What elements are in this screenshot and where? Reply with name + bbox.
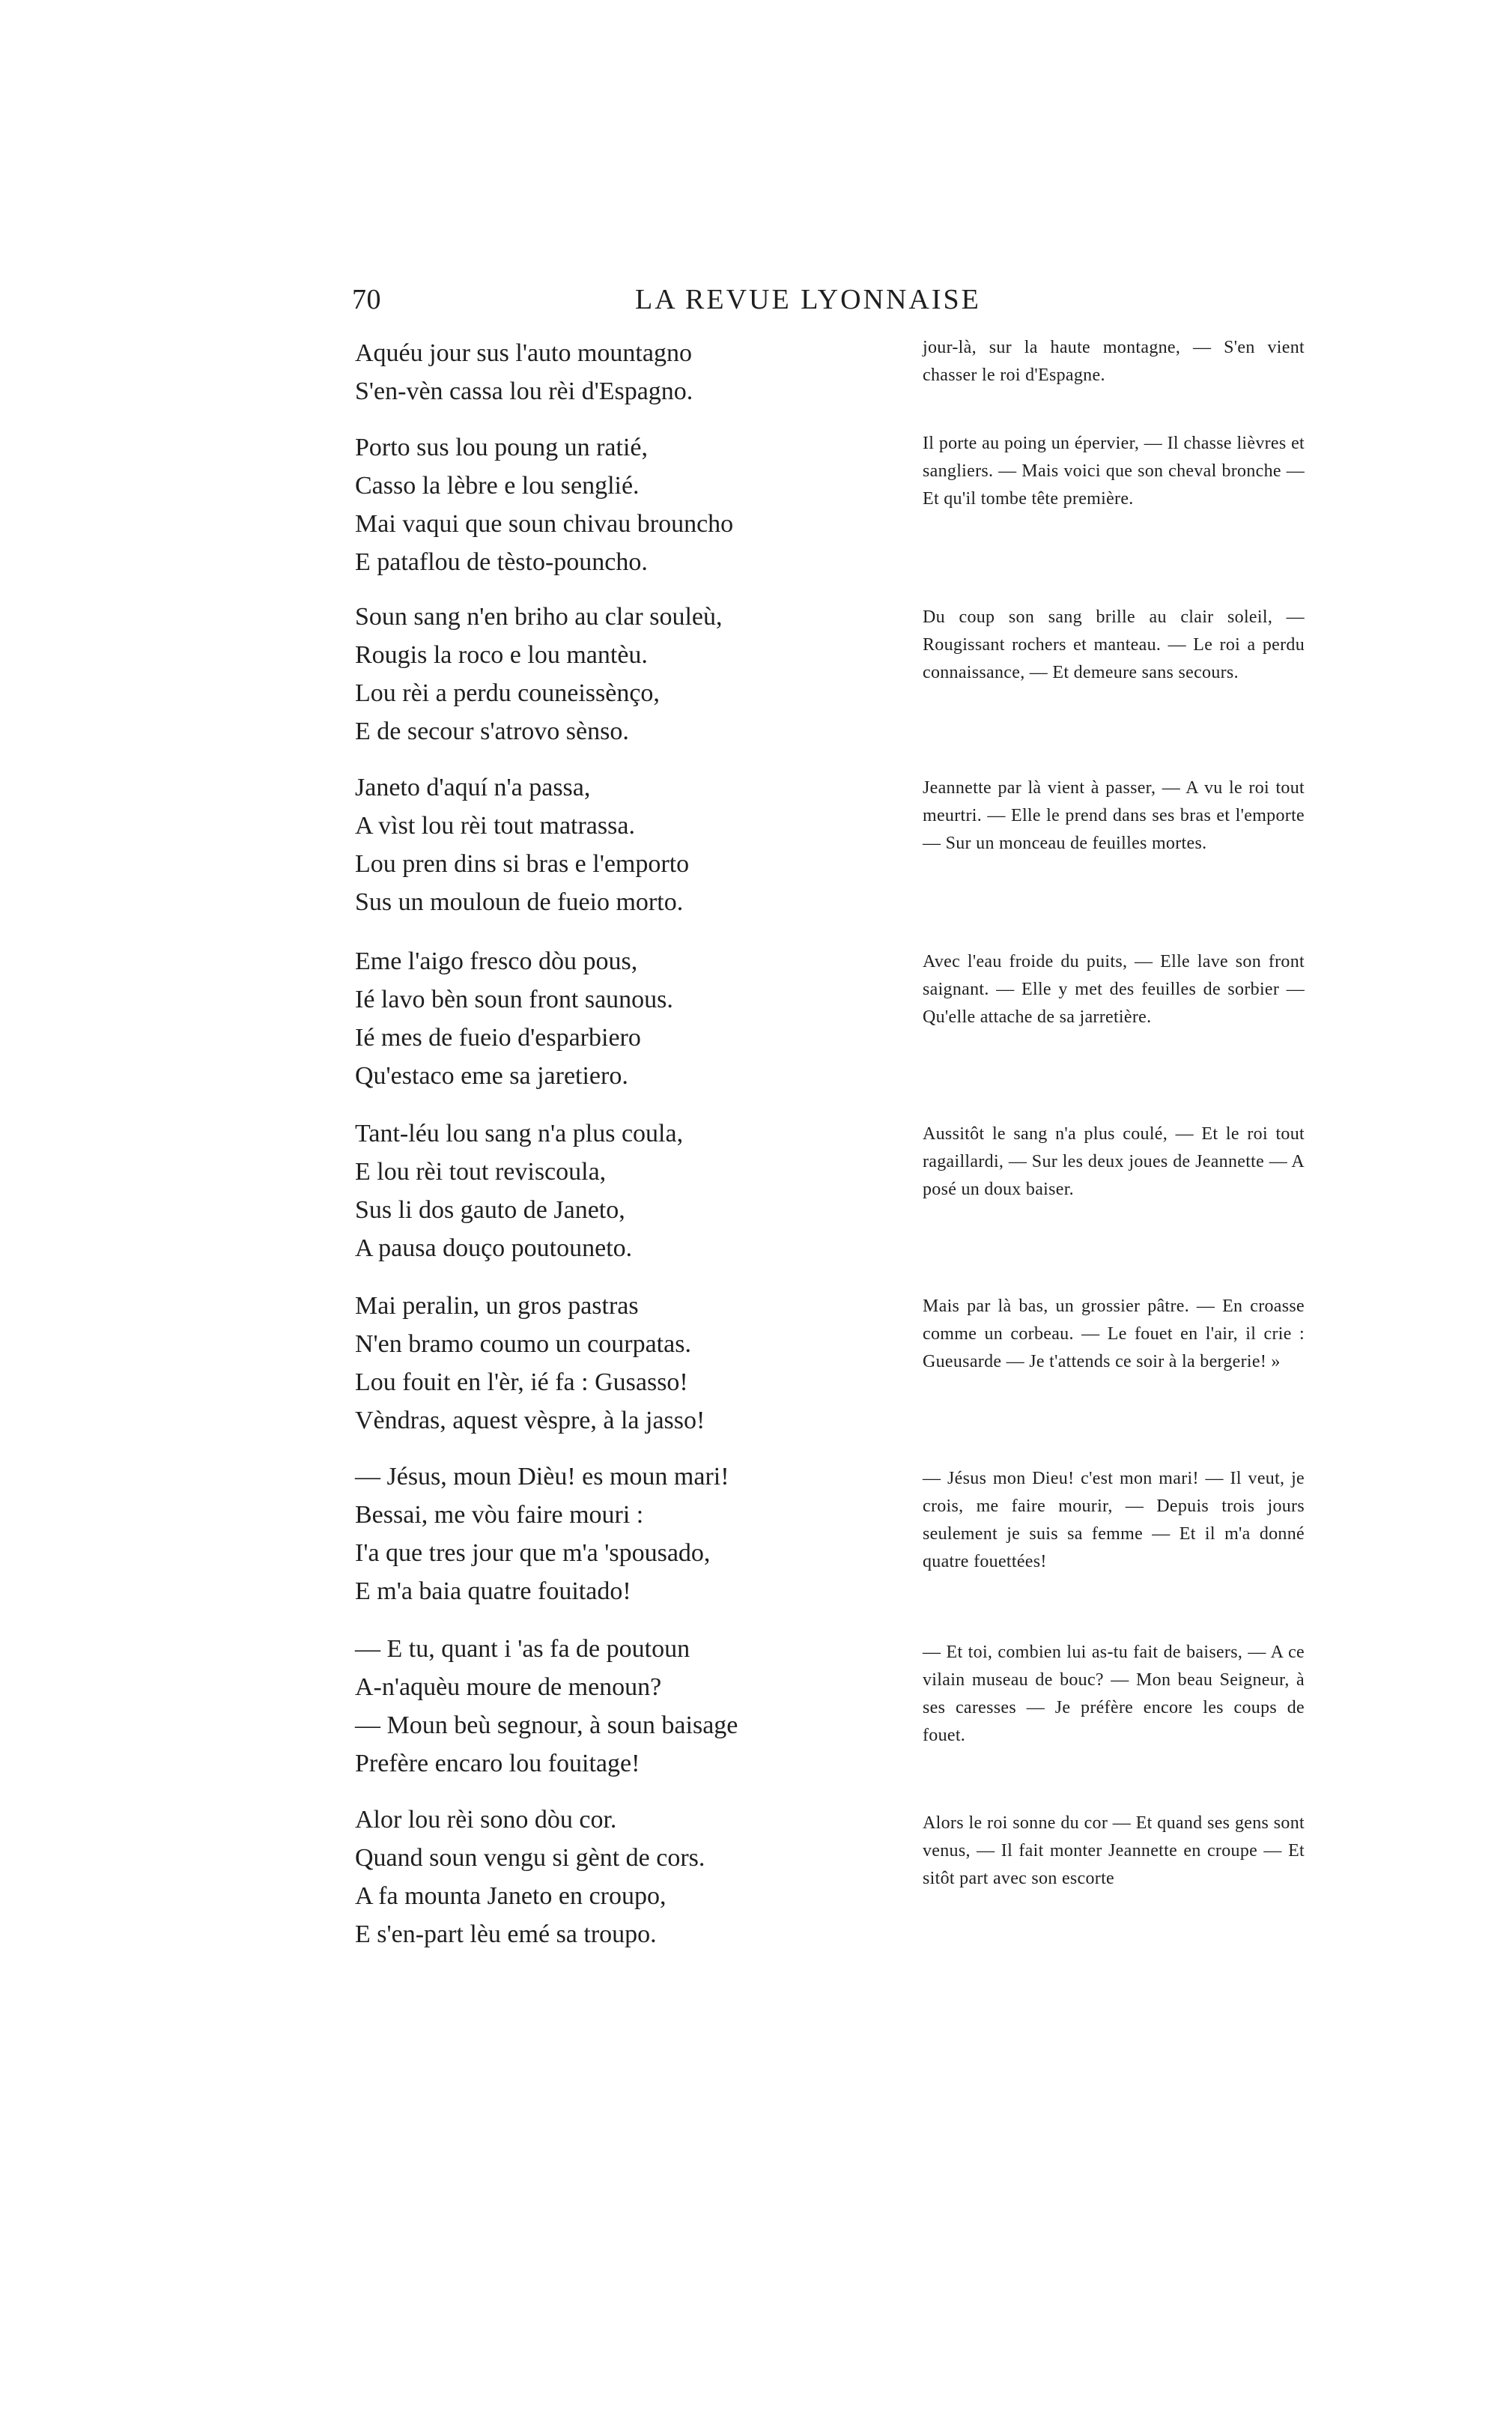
translation-paragraph: Avec l'eau froide du puits, — Elle lave son front saignant. — Elle y met des feuilles de sorbier — Qu'elle attache de sa jarretière. bbox=[923, 952, 1305, 1027]
verse-line: S'en-vèn cassa lou rèi d'Espagno. bbox=[355, 377, 693, 405]
verse-line: N'en bramo coumo un courpatas. bbox=[355, 1330, 691, 1358]
translation-paragraph: Du coup son sang brille au clair soleil, — Rougissant rochers et manteau. — Le roi a perdu connaissance, — Et demeure sans secours. bbox=[923, 607, 1305, 682]
verse-line: — E tu, quant i 'as fa de poutoun bbox=[355, 1635, 690, 1663]
verse-line: E s'en-part lèu emé sa troupo. bbox=[355, 1920, 657, 1948]
verse-line: Ié lavo bèn soun front saunous. bbox=[355, 986, 673, 1013]
verse-line: A pausa douço poutouneto. bbox=[355, 1234, 633, 1262]
verse-line: Casso la lèbre e lou senglié. bbox=[355, 472, 640, 500]
verse-line: A vìst lou rèi tout matrassa. bbox=[355, 812, 635, 840]
translation-paragraph: Il porte au poing un épervier, — Il chasse lièvres et sangliers. — Mais voici que son cheval bronche — Et qu'il tombe tête première. bbox=[923, 434, 1305, 509]
verse-line: E de secour s'atrovo sènso. bbox=[355, 718, 629, 745]
poem-stanza bbox=[355, 334, 693, 410]
verse-line: Sus li dos gauto de Janeto, bbox=[355, 1196, 625, 1224]
verse-line: Lou fouit en l'èr, ié fa : Gusasso! bbox=[355, 1368, 688, 1396]
translation-paragraph: Jeannette par là vient à passer, — A vu le roi tout meurtri. — Elle le prend dans ses bras et l'emporte — Sur un monceau de feuilles mortes. bbox=[923, 778, 1305, 853]
verse-line: Mai peralin, un gros pastras bbox=[355, 1292, 639, 1320]
verse-line: Eme l'aigo fresco dòu pous, bbox=[355, 947, 638, 975]
translation-paragraph: Alors le roi sonne du cor — Et quand ses gens sont venus, — Il fait monter Jeannette en croupe — Et sitôt part avec son escorte bbox=[923, 1813, 1305, 1888]
verse-line: Alor lou rèi sono dòu cor. bbox=[355, 1806, 617, 1834]
verse-line: Aquéu jour sus l'auto mountagno bbox=[355, 339, 692, 367]
verse-line: Lou pren dins si bras e l'emporto bbox=[355, 850, 690, 878]
page-number: 70 bbox=[352, 284, 381, 315]
verse-line: E m'a baia quatre fouitado! bbox=[355, 1577, 631, 1605]
poem-stanza bbox=[355, 428, 733, 581]
verse-line: Sus un mouloun de fueio morto. bbox=[355, 888, 684, 916]
poem-stanza bbox=[355, 598, 723, 750]
translation-paragraph: Mais par là bas, un grossier pâtre. — En croasse comme un corbeau. — Le fouet en l'air, il crie : Gueusarde — Je t'attends ce soir à la bergerie! » bbox=[923, 1297, 1305, 1371]
verse-line: Tant-léu lou sang n'a plus coula, bbox=[355, 1120, 684, 1147]
verse-line: Quand soun vengu si gènt de cors. bbox=[355, 1844, 705, 1872]
verse-line: Janeto d'aquí n'a passa, bbox=[355, 774, 591, 801]
translation-paragraph: — Et toi, combien lui as-tu fait de baisers, — A ce vilain museau de bouc? — Mon beau Seigneur, à ses caresses — Je préfère encore les coups de fouet. bbox=[923, 1643, 1305, 1745]
poem-stanza bbox=[355, 1115, 683, 1267]
verse-line: E lou rèi tout reviscoula, bbox=[355, 1158, 607, 1186]
verse-line: Vèndras, aquest vèspre, à la jasso! bbox=[355, 1407, 705, 1434]
verse-line: — Jésus, moun Dièu! es moun mari! bbox=[355, 1463, 729, 1491]
poem-stanza bbox=[355, 1801, 705, 1953]
verse-line: I'a que tres jour que m'a 'spousado, bbox=[355, 1539, 711, 1567]
verse-line: Mai vaqui que soun chivau brouncho bbox=[355, 510, 734, 538]
translation-paragraph: jour-là, sur la haute montagne, — S'en vient chasser le roi d'Espagne. bbox=[923, 338, 1305, 385]
poem-stanza bbox=[355, 1287, 705, 1440]
verse-line: Prefère encaro lou fouitage! bbox=[355, 1750, 640, 1777]
poem-stanza bbox=[355, 942, 673, 1095]
verse-line: Soun sang n'en briho au clar souleù, bbox=[355, 603, 723, 631]
verse-line: E pataflou de tèsto-pouncho. bbox=[355, 548, 648, 576]
poem-stanza bbox=[355, 1458, 729, 1610]
page-header bbox=[352, 283, 1311, 325]
verse-line: Lou rèi a perdu couneissènço, bbox=[355, 679, 660, 707]
verse-line: — Moun beù segnour, à soun baisage bbox=[355, 1711, 738, 1739]
verse-line: A fa mounta Janeto en croupo, bbox=[355, 1882, 667, 1910]
translation-paragraph: Aussitôt le sang n'a plus coulé, — Et le roi tout ragaillardi, — Sur les deux joues de Jeannette — A posé un doux baiser. bbox=[923, 1124, 1305, 1199]
verse-line: Rougis la roco e lou mantèu. bbox=[355, 641, 648, 669]
verse-line: Bessai, me vòu faire mouri : bbox=[355, 1501, 644, 1529]
verse-line: Porto sus lou poung un ratié, bbox=[355, 434, 648, 461]
running-title: LA REVUE LYONNAISE bbox=[635, 284, 981, 315]
verse-line: Ié mes de fueio d'esparbiero bbox=[355, 1024, 641, 1052]
poem-stanza bbox=[355, 768, 689, 921]
poem-stanza bbox=[355, 1630, 738, 1783]
verse-line: A-n'aquèu moure de menoun? bbox=[355, 1673, 662, 1701]
verse-line: Qu'estaco eme sa jaretiero. bbox=[355, 1062, 628, 1090]
translation-paragraph: — Jésus mon Dieu! c'est mon mari! — Il veut, je crois, me faire mourir, — Depuis trois jours seulement je suis sa femme — Et il m'a donné quatre fouettées! bbox=[923, 1469, 1305, 1571]
